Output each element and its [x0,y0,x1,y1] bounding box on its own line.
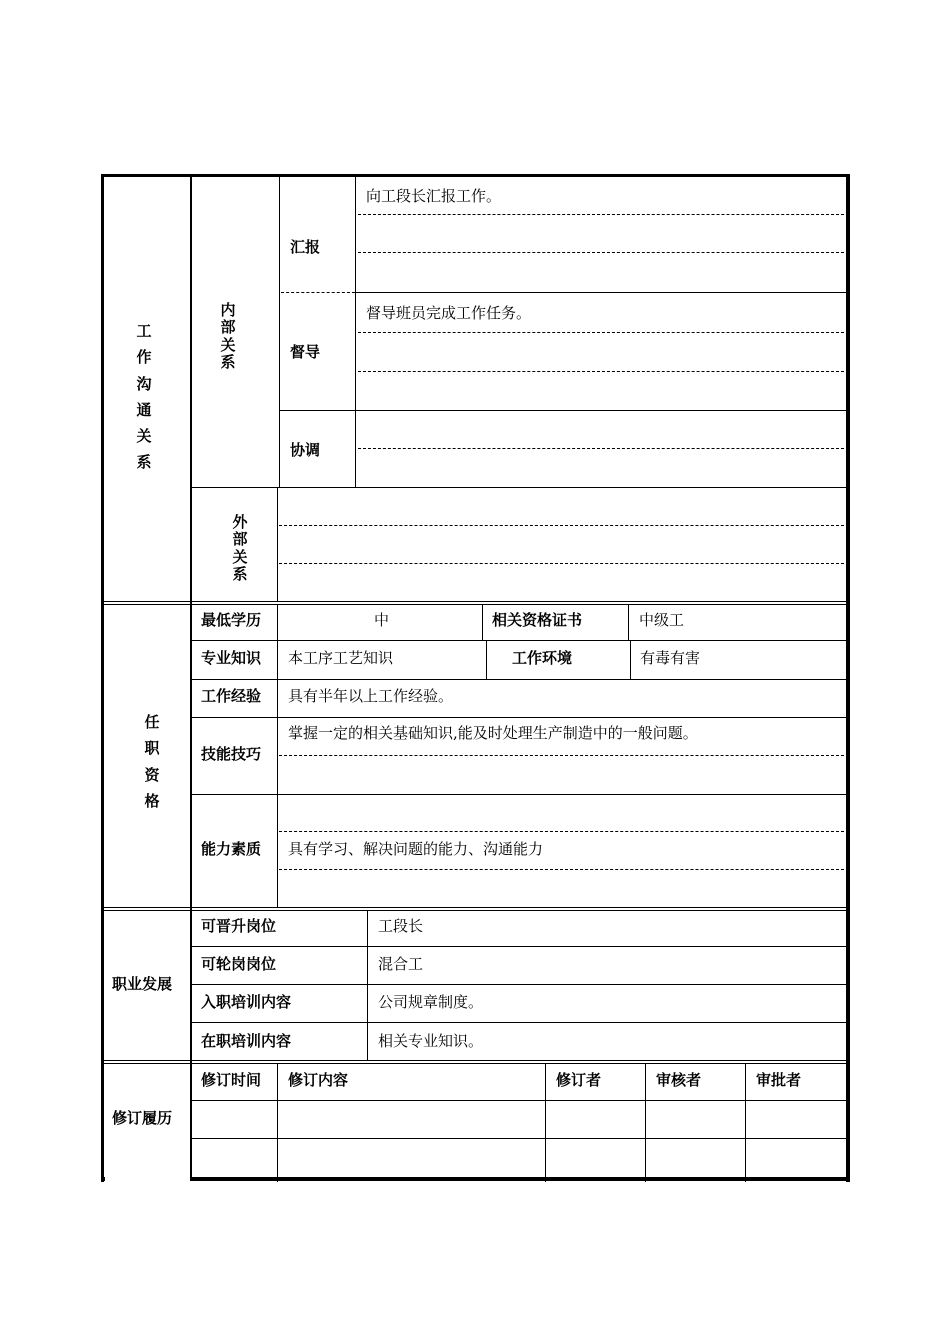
revision-row [192,1101,846,1138]
revision-header-reviewer: 审核者 [656,1071,702,1089]
rotation-label: 可轮岗岗位 [201,955,277,973]
experience-value: 具有半年以上工作经验。 [288,687,454,705]
promotion-value: 工段长 [378,917,424,935]
revision-header-approver: 审批者 [756,1071,802,1089]
environment-value: 有毒有害 [640,649,701,667]
external-relations-label: 外 部 关 系 [232,513,248,583]
skills-label: 技能技巧 [201,745,262,763]
report-label: 汇报 [290,238,321,256]
report-text: 向工段长汇报工作。 [366,187,502,205]
supervise-text: 督导班员完成工作任务。 [366,304,532,322]
onjob-training-label: 在职培训内容 [201,1032,292,1050]
environment-label: 工作环境 [512,649,573,667]
career-label: 职业发展 [112,975,173,993]
min-education-label: 最低学历 [201,611,262,629]
revision-header-content: 修订内容 [288,1071,349,1089]
revision-label: 修订履历 [112,1109,173,1127]
certificate-value: 中级工 [639,611,685,629]
induction-training-label: 入职培训内容 [201,993,292,1011]
rotation-value: 混合工 [378,955,424,973]
onjob-training-value: 相关专业知识。 [378,1032,484,1050]
ability-label: 能力素质 [201,840,262,858]
experience-label: 工作经验 [201,687,262,705]
outer-frame-bottom [191,1177,850,1181]
supervise-label: 督导 [290,343,321,361]
revision-header-reviser: 修订者 [556,1071,602,1089]
induction-training-value: 公司规章制度。 [378,993,484,1011]
promotion-label: 可晋升岗位 [201,917,277,935]
revision-header-date: 修订时间 [201,1071,262,1089]
work-communication-label: 工 作 沟 通 关 系 [136,322,152,472]
internal-relations-label: 内 部 关 系 [220,301,236,371]
coordinate-label: 协调 [290,441,321,459]
skills-value: 掌握一定的相关基础知识,能及时处理生产制造中的一般问题。 [288,724,698,742]
min-education-value: 中 [374,611,390,629]
certificate-label: 相关资格证书 [492,611,583,629]
ability-value: 具有学习、解决问题的能力、沟通能力 [288,840,544,858]
qualifications-label: 任 职 资 格 [144,713,160,810]
knowledge-value: 本工序工艺知识 [288,649,394,667]
knowledge-label: 专业知识 [201,649,262,667]
revision-row [192,1139,846,1177]
